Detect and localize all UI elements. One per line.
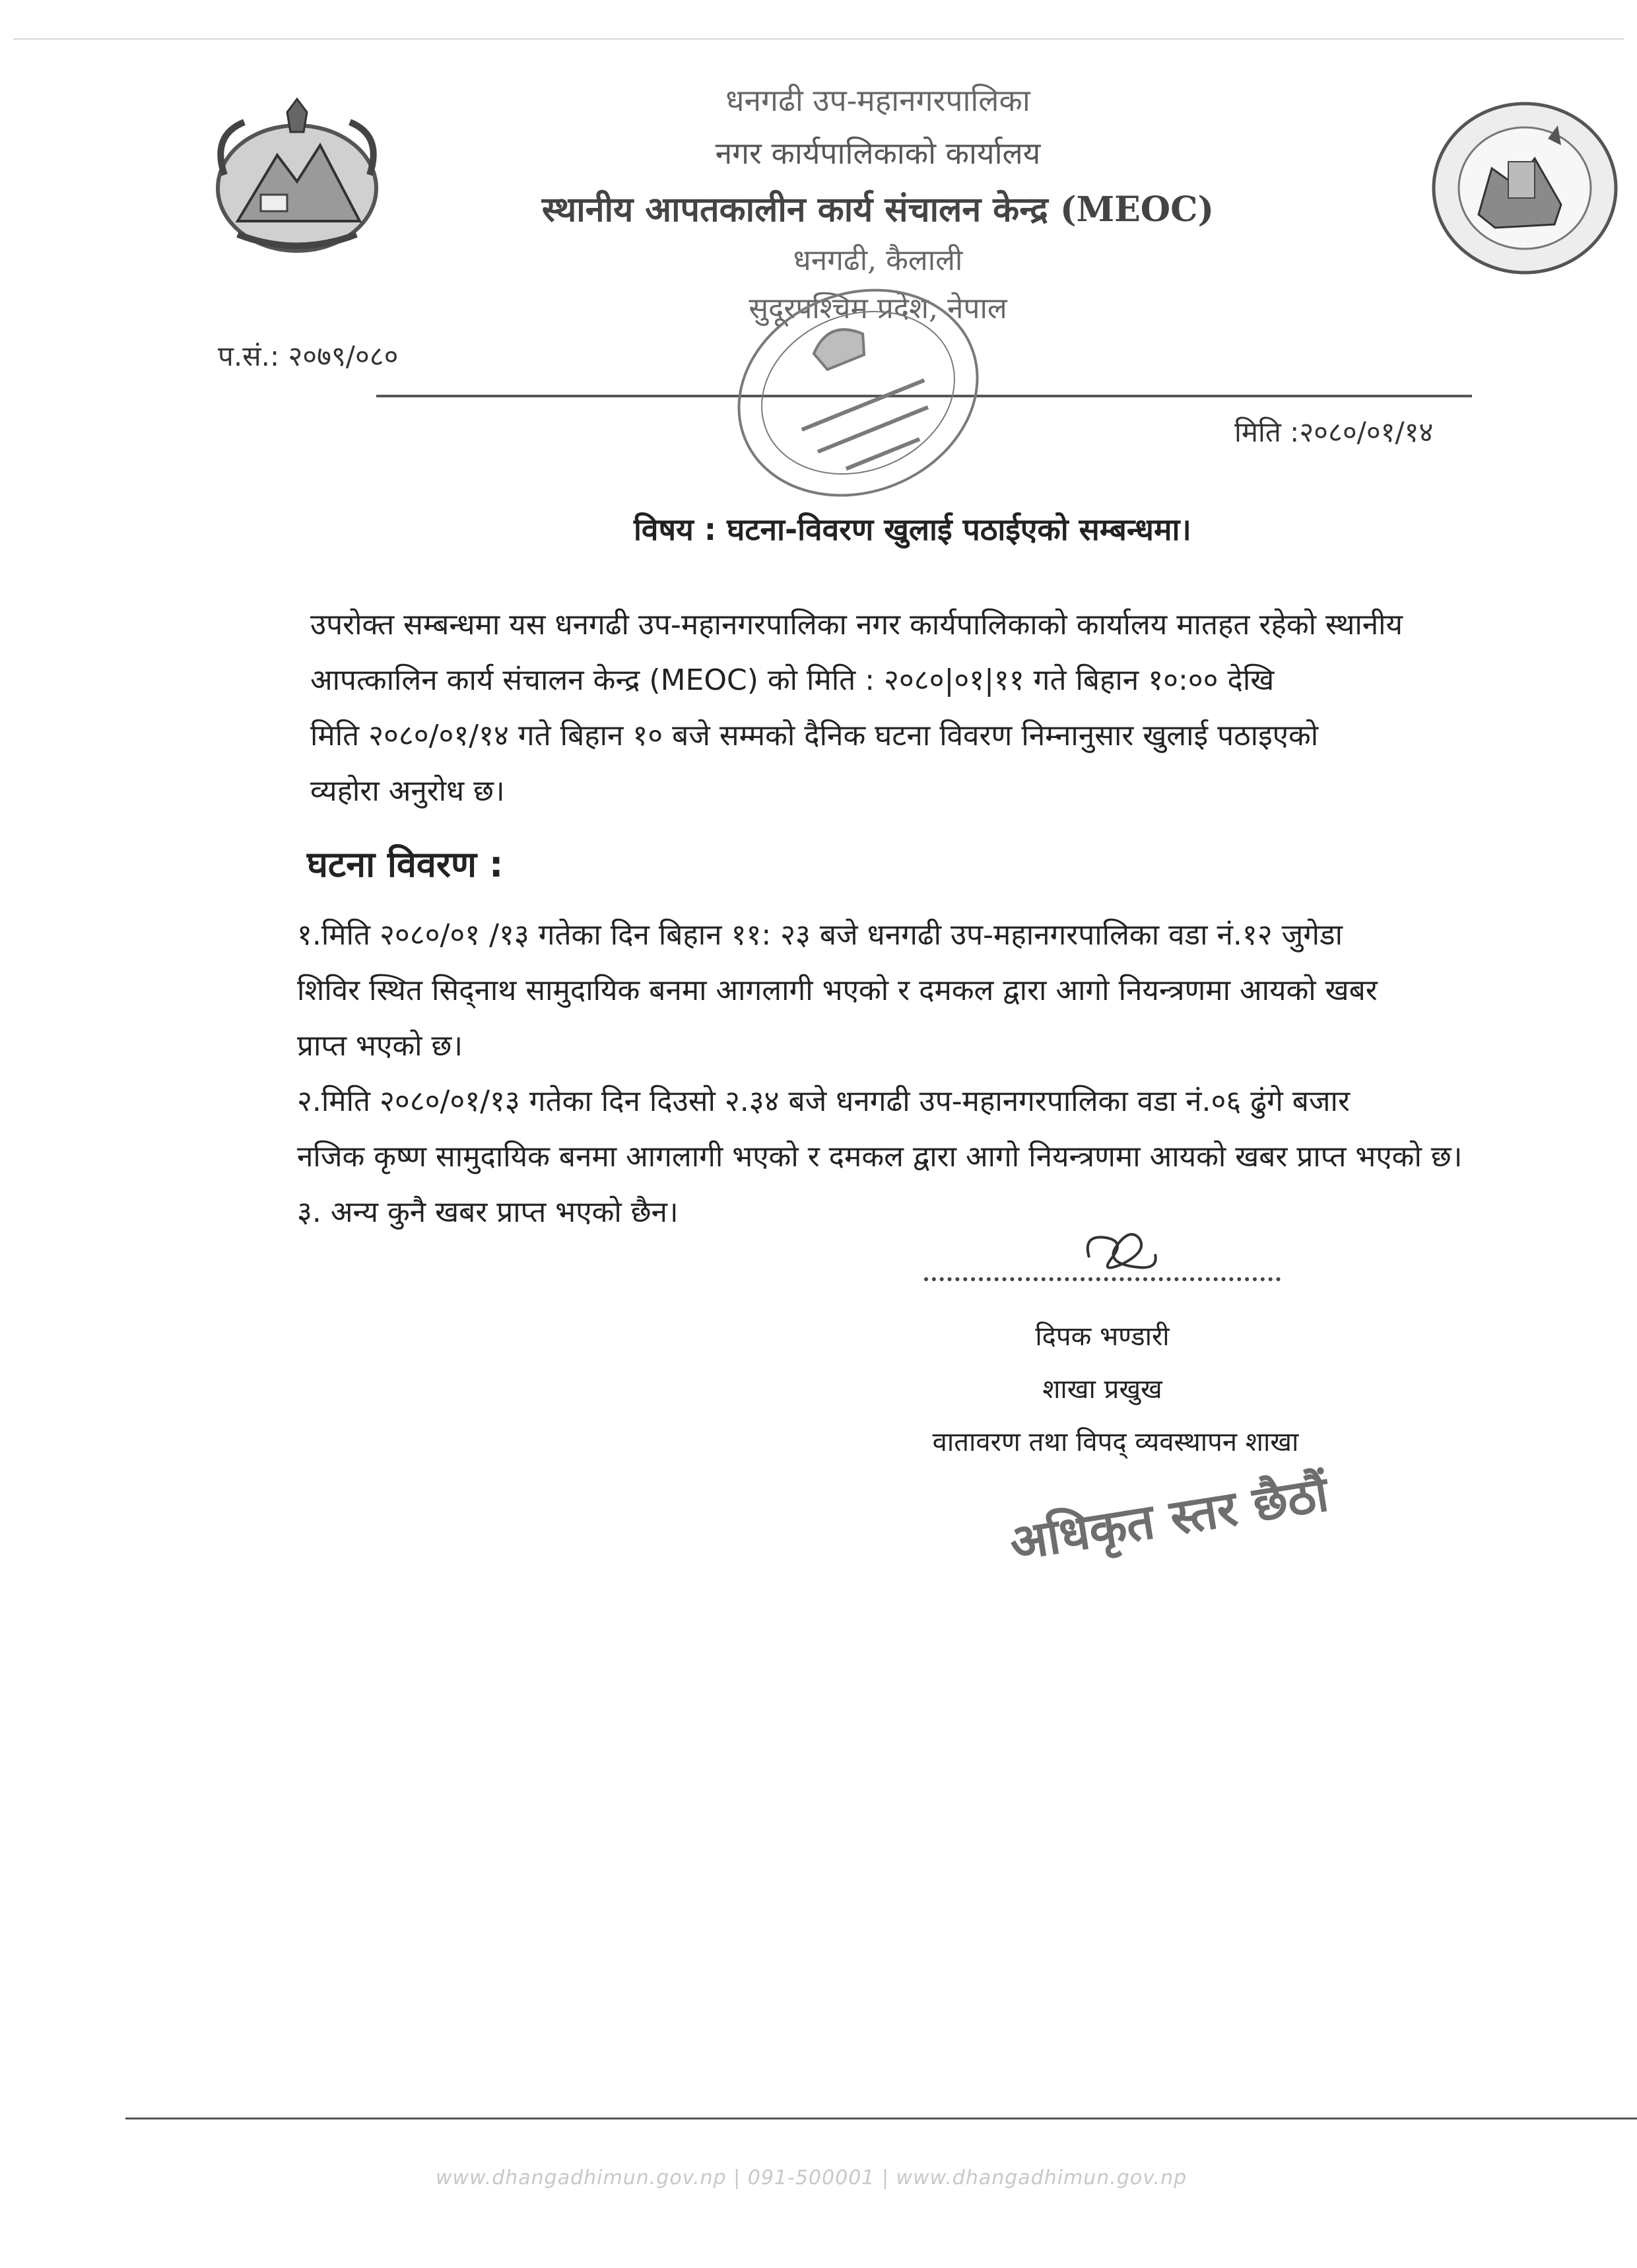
signature-line xyxy=(924,1277,1281,1281)
header-office-name: नगर कार्यपालिकाको कार्यालय xyxy=(715,135,1041,171)
body-line: उपरोक्त सम्बन्धमा यस धनगढी उप-महानगरपालिका नगर कार्यपालिकाको कार्यालय मातहत रहेको स्थानीय xyxy=(310,608,1403,642)
incident-line: ३. अन्य कुनै खबर प्राप्त भएको छैन। xyxy=(297,1195,679,1229)
letter-subject: विषय : घटना-विवरण खुलाई पठाईएको सम्बन्धमा। xyxy=(634,512,1191,547)
header-municipality-name: धनगढी उप-महानगरपालिका xyxy=(725,83,1030,118)
officer-level-stamp: अधिकृत स्तर छैठौं xyxy=(1005,1465,1333,1572)
incident-line: प्राप्त भएको छ। xyxy=(297,1029,463,1063)
signatory-designation: शाखा प्रखुख xyxy=(1042,1374,1162,1405)
footer-divider xyxy=(125,2118,1637,2119)
letter-body xyxy=(310,597,1472,819)
reference-number: प.सं.: २०७९/०८० xyxy=(218,340,399,372)
header-district: धनगढी, कैलाली xyxy=(793,244,963,277)
incident-list xyxy=(297,908,1498,1240)
municipality-seal-logo xyxy=(1429,99,1620,277)
footer-contact: www.dhangadhimun.gov.np | 091-500001 | www.dhangadhimun.gov.np xyxy=(436,2166,1187,2189)
body-line: व्यहोरा अनुरोध छ। xyxy=(310,774,505,808)
nepal-emblem-logo xyxy=(198,96,396,264)
handwritten-signature xyxy=(1076,1224,1168,1277)
signatory-department: वातावरण तथा विपद् व्यवस्थापन शाखा xyxy=(932,1427,1299,1457)
body-line: मिति २०८०/०१/१४ गते बिहान १० बजे सम्मको दैनिक घटना विवरण निम्नानुसार खुलाई पठाइएको xyxy=(310,719,1319,752)
incident-line: नजिक कृष्ण सामुदायिक बनमा आगलागी भएको र दमकल द्वारा आगो नियन्त्रणमा आयको खबर प्राप्त भएको छ। xyxy=(297,1140,1463,1174)
incident-line: २.मिति २०८०/०१/१३ गतेका दिन दिउसो २.३४ बजे धनगढी उप-महानगरपालिका वडा नं.०६ ढुंगे बजार xyxy=(297,1084,1350,1118)
header-province: सुदूरपश्चिम प्रदेश, नेपाल xyxy=(749,292,1007,325)
body-line: आपत्कालिन कार्य संचालन केन्द्र (MEOC) को मिति : २०८०|०१|११ गते बिहान १०:०० देखि xyxy=(310,663,1275,697)
office-round-stamp xyxy=(719,267,997,518)
section-title: घटना विवरण : xyxy=(307,844,504,885)
incident-line: १.मिति २०८०/०१ /१३ गतेका दिन बिहान ११: २३ बजे धनगढी उप-महानगरपालिका वडा नं.१२ जुगेडा xyxy=(297,918,1343,952)
signatory-name: दिपक भण्डारी xyxy=(1035,1321,1170,1352)
letter-date: मिति :२०८०/०१/१४ xyxy=(1234,416,1434,448)
incident-line: शिविर स्थित सिद्नाथ सामुदायिक बनमा आगलागी भएको र दमकल द्वारा आगो नियन्त्रणमा आयको खबर xyxy=(297,974,1378,1007)
top-edge-line xyxy=(13,38,1624,40)
header-center-name: स्थानीय आपतकालीन कार्य संचालन केन्द्र (MEOC) xyxy=(541,189,1215,230)
